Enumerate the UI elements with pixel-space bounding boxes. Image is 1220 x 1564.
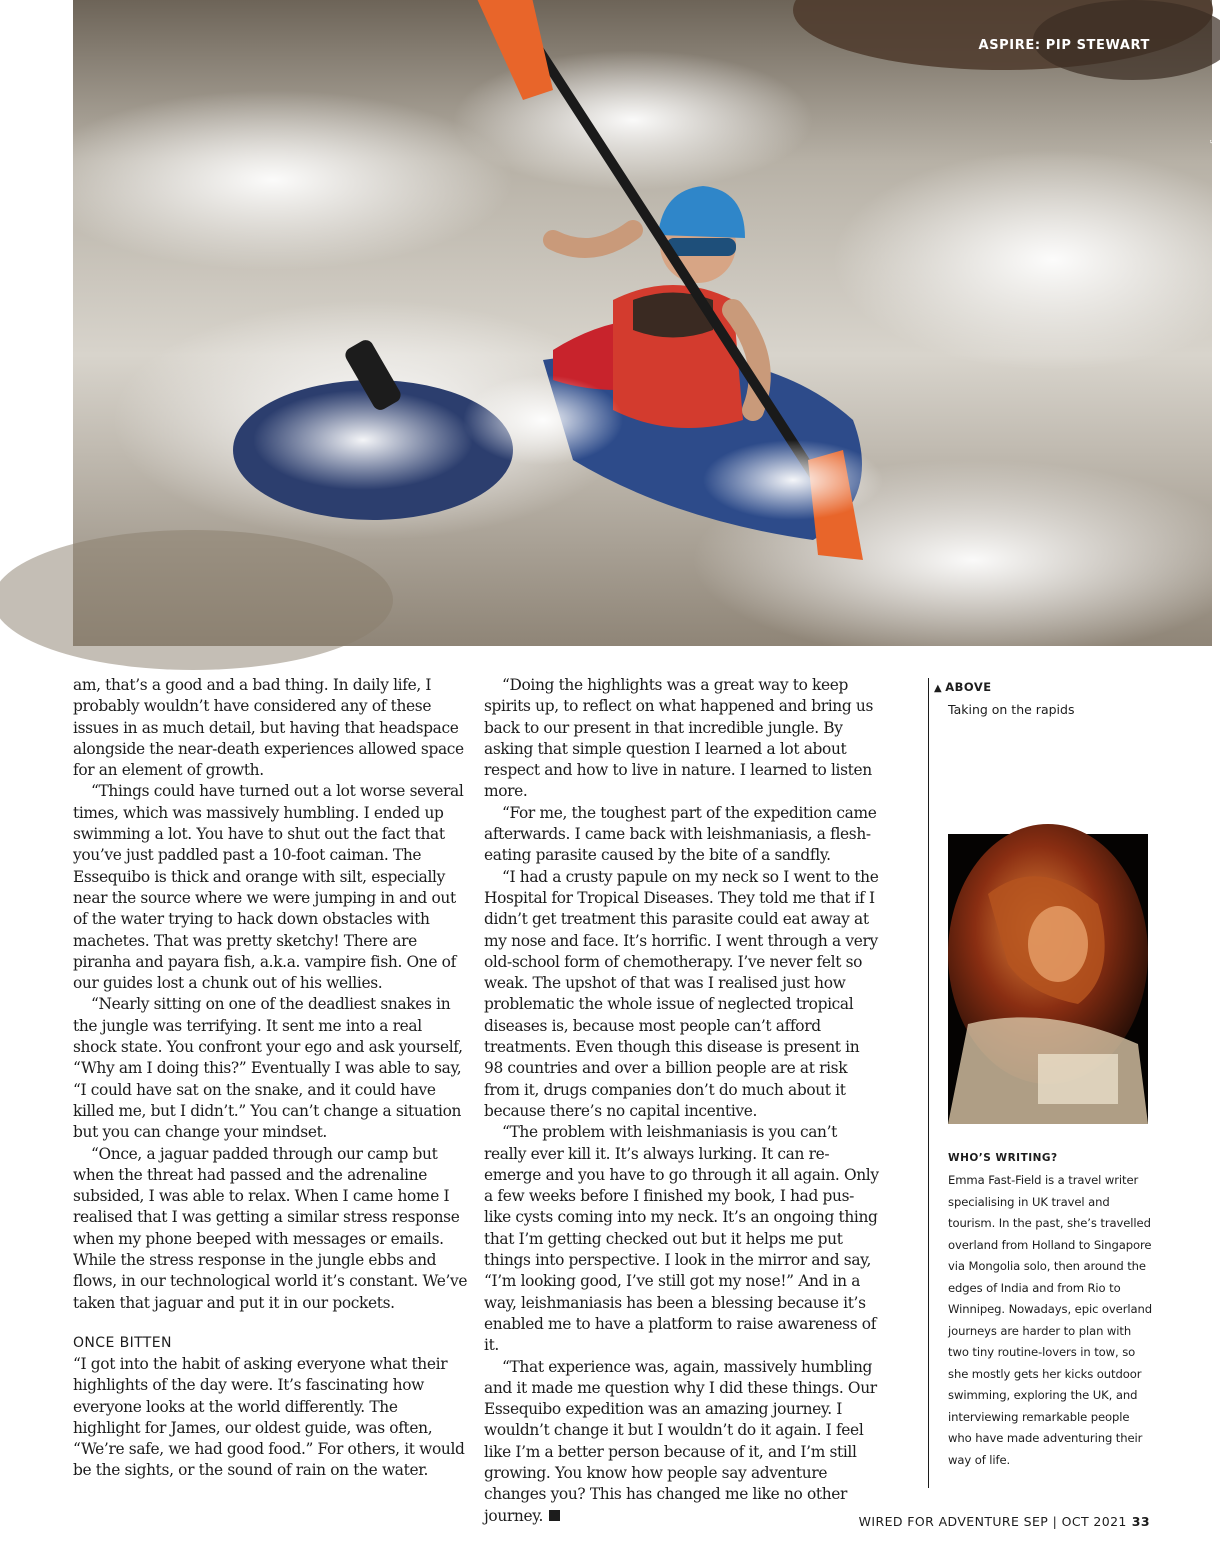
subheading: ONCE BITTEN bbox=[73, 1334, 172, 1351]
author-photo bbox=[948, 834, 1148, 1124]
paragraph-final-text: “That experience was, again, massively humbling and it made me question why I did these things. Our Essequibo expedition was an amazing journey. I wouldn’t change it but I wouldn’t do it again. I feel like I’m a better person because of it, and I’m still growing. You know how people say adventure changes you? This has changed me like no other journey. bbox=[484, 1357, 877, 1525]
section-tag: ASPIRE: PIP STEWART bbox=[978, 38, 1150, 53]
paragraph: “The problem with leishmaniasis is you can’t really ever kill it. It’s always lurking. It can re-emerge and you have to go through it all again. Only a few weeks before I finished my book, I had pus-like cysts coming into my neck. It’s an ongoing thing that I’m getting checked out but it helps me put things into perspective. I look in the mirror and say, “I’m looking good, I’ve still got my nose!” And in a way, leishmaniasis has been a blessing because it’s enabled me to have a platform to raise awareness of it. bbox=[484, 1123, 879, 1355]
publication-info: WIRED FOR ADVENTURE SEP | OCT 2021 bbox=[858, 1514, 1127, 1529]
caption-label-text: ABOVE bbox=[945, 680, 992, 694]
paragraph-final bbox=[484, 1357, 880, 1527]
end-mark-icon bbox=[549, 1510, 560, 1521]
author-bio: Emma Fast-Field is a travel writer specialising in UK travel and tourism. In the past, she’s travelled overland from Holland to Singapore via Mongolia solo, then around the edges of India and from Rio to Winnipeg. Nowadays, epic overland journeys are harder to plan with two tiny routine-lovers in tow, so she mostly gets her kicks outdoor swimming, exploring the UK, and interviewing remarkable people who have made adventuring their way of life. bbox=[948, 1173, 1153, 1467]
author-heading: WHO’S WRITING? bbox=[948, 1152, 1058, 1164]
author-portrait-illustration bbox=[948, 834, 1148, 1124]
paragraph: “Nearly sitting on one of the deadliest snakes in the jungle was terrifying. It sent me into a real shock state. You confront your ego and ask yourself, “Why am I doing this?” Eventually I was able to say, “I could have sat on the snake, and it could have killed me, but I didn’t.” You can’t change a situation but you can change your mindset. bbox=[73, 995, 463, 1142]
article-column-1 bbox=[73, 675, 469, 1482]
paragraph: “Things could have turned out a lot worse several times, which was massively humbling. I ended up swimming a lot. You have to shut out the fact that you’ve just paddled past a 10-foot caiman. The Essequibo is thick and orange with silt, especially near the source where we were jumping in and out of the water trying to hack down obstacles with machetes. That was pretty sketchy! There are piranha and payara fish, a.k.a. vampire fish. One of our guides lost a chunk out of his wellies. bbox=[73, 782, 464, 993]
photo-credit: PHOTO: Jon Williams bbox=[1209, 98, 1220, 201]
page-footer bbox=[859, 1514, 1150, 1529]
sidebar-rule bbox=[928, 678, 929, 1488]
hero-photo-kayaker-rapids bbox=[73, 0, 1220, 646]
paragraph: “For me, the toughest part of the expedition came afterwards. I came back with leishmaniasis, a flesh-eating parasite caused by the bite of a sandfly. bbox=[484, 803, 877, 865]
page-number: 33 bbox=[1131, 1514, 1150, 1529]
photo-caption: Taking on the rapids bbox=[948, 702, 1075, 717]
kayak-rapids-illustration bbox=[73, 0, 1212, 646]
caption-label bbox=[934, 680, 992, 694]
paragraph: “I had a crusty papule on my neck so I went to the Hospital for Tropical Diseases. They told me that if I didn’t get treatment this parasite could eat away at my nose and face. It’s horrific. I went through a very old-school form of chemotherapy. I’ve never felt so weak. The upshot of that was I realised just how problematic the whole issue of neglected tropical diseases is, because most people can’t afford treatments. Even though this disease is present in 98 countries and over a billion people are at risk from it, drugs companies don’t do much about it because there’s no capital incentive. bbox=[484, 867, 879, 1120]
paragraph: “Once, a jaguar padded through our camp but when the threat had passed and the adrenaline subsided, I was able to relax. When I came home I realised that I was getting a similar stress response when my phone beeped with messages or emails. While the stress response in the jungle ebbs and flows, in our technological world it’s constant. We’ve taken that jaguar and put it in our pockets. bbox=[73, 1144, 468, 1312]
paragraph: “Doing the highlights was a great way to keep spirits up, to reflect on what happened and bring us back to our present in that incredible jungle. By asking that simple question I learned a lot about respect and how to live in nature. I learned to listen more. bbox=[484, 676, 874, 801]
paragraph: “I got into the habit of asking everyone what their highlights of the day were. It’s fascinating how everyone looks at the world differently. The highlight for James, our oldest guide, was often, “We’re safe, we had good food.” For others, it would be the sights, or the sound of rain on the water. bbox=[73, 1354, 465, 1480]
paragraph: am, that’s a good and a bad thing. In daily life, I probably wouldn’t have considered any of these issues in as much detail, but having that headspace alongside the near-death experiences allowed space for an element of growth. bbox=[73, 676, 464, 780]
triangle-up-icon: ▲ bbox=[934, 683, 943, 694]
article-column-2 bbox=[484, 675, 880, 1527]
